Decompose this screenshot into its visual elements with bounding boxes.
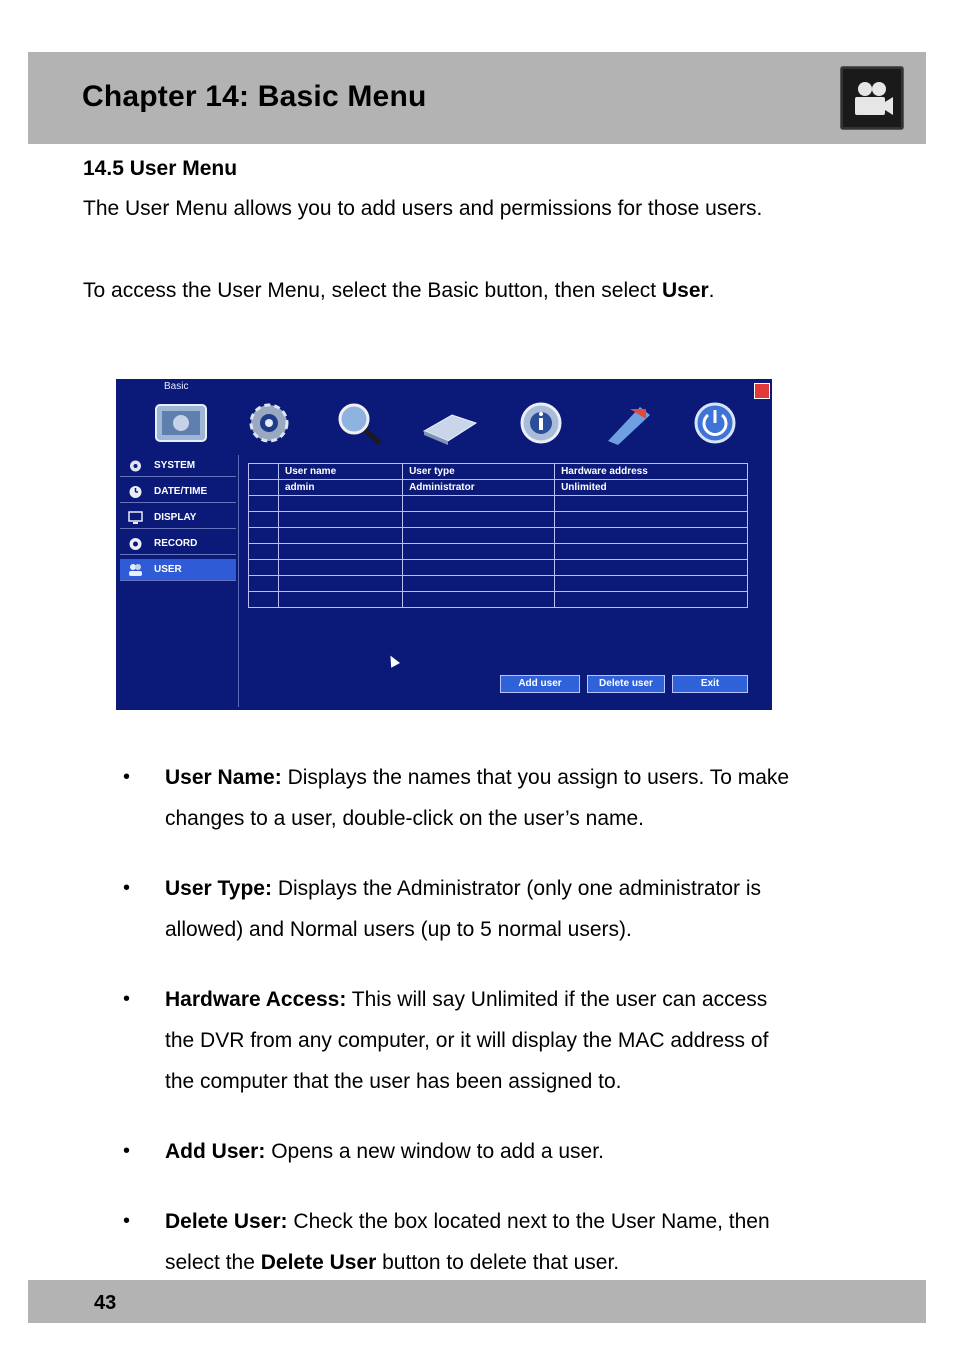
bullet-symbol: • xyxy=(123,1210,131,1232)
table-header-row xyxy=(249,464,748,480)
cell xyxy=(403,512,555,528)
bullet-hardware-access xyxy=(165,979,885,1102)
column-header-hardware-address: Hardware address xyxy=(555,464,748,480)
cell xyxy=(555,528,748,544)
bullet-line: This will say Unlimited if the user can access xyxy=(346,988,768,1011)
cell xyxy=(555,512,748,528)
intro-paragraph: The User Menu allows you to add users and permissions for those users. xyxy=(83,197,763,220)
exit-button[interactable]: Exit xyxy=(672,675,748,693)
access-end: . xyxy=(708,279,715,302)
user-menu-screenshot xyxy=(116,379,772,710)
cell xyxy=(555,560,748,576)
bullet-symbol: • xyxy=(123,1140,131,1162)
table-row[interactable] xyxy=(249,592,748,608)
row-checkbox[interactable] xyxy=(249,512,279,528)
delete-user-button[interactable]: Delete user xyxy=(587,675,665,693)
tools-icon[interactable] xyxy=(600,401,658,447)
access-bold: User xyxy=(661,279,709,302)
cell xyxy=(403,560,555,576)
bullet-inline-bold: Delete User xyxy=(260,1251,377,1274)
bullet-symbol: • xyxy=(123,766,131,788)
settings-sidebar xyxy=(120,455,239,707)
sidebar-item-display[interactable] xyxy=(120,507,236,529)
user-table xyxy=(248,463,748,608)
gear-icon[interactable] xyxy=(240,401,298,447)
cell xyxy=(403,544,555,560)
table-row[interactable] xyxy=(249,512,748,528)
bullet-symbol: • xyxy=(123,988,131,1010)
bullet-line: Check the box located next to the User Name, then xyxy=(287,1210,770,1233)
row-checkbox[interactable] xyxy=(249,544,279,560)
bullet-line: the computer that the user has been assigned to. xyxy=(165,1070,622,1093)
bullet-term: User Type: xyxy=(165,877,272,900)
camera-icon xyxy=(840,66,904,130)
gear-icon xyxy=(128,459,143,473)
chapter-title: Chapter 14: Basic Menu xyxy=(82,80,427,113)
bullet-line: Displays the Administrator (only one administrator is xyxy=(271,877,762,900)
cell xyxy=(555,592,748,608)
bullet-term: Delete User: xyxy=(165,1210,288,1233)
bullet-line: Opens a new window to add a user. xyxy=(265,1140,604,1163)
bullet-line: select the xyxy=(165,1251,261,1274)
bullet-term: Hardware Access: xyxy=(165,988,347,1011)
sidebar-item-label: DISPLAY xyxy=(154,512,197,523)
row-checkbox[interactable] xyxy=(249,560,279,576)
add-user-button[interactable]: Add user xyxy=(500,675,580,693)
cell-user-name[interactable]: admin xyxy=(279,480,403,496)
cell xyxy=(403,592,555,608)
cell xyxy=(403,576,555,592)
clock-icon xyxy=(128,485,143,499)
table-row[interactable] xyxy=(249,544,748,560)
bullet-term: User Name: xyxy=(165,766,282,789)
access-text: To access the User Menu, select the Basic button, then select xyxy=(83,279,662,302)
table-row[interactable] xyxy=(249,480,748,496)
page-number: 43 xyxy=(94,1292,117,1314)
bullet-line: changes to a user, double-click on the user’s name. xyxy=(165,807,645,830)
cell xyxy=(279,592,403,608)
column-header-user-name: User name xyxy=(279,464,403,480)
table-row[interactable] xyxy=(249,576,748,592)
sidebar-item-system[interactable] xyxy=(120,455,236,477)
row-checkbox[interactable] xyxy=(249,496,279,512)
sidebar-item-label: RECORD xyxy=(154,538,198,549)
chapter-header xyxy=(28,52,926,144)
mouse-cursor-icon xyxy=(386,653,400,667)
page-footer xyxy=(28,1280,926,1323)
close-icon[interactable] xyxy=(754,383,770,399)
cell xyxy=(403,528,555,544)
cell xyxy=(279,512,403,528)
user-icon xyxy=(128,563,143,577)
table-row[interactable] xyxy=(249,496,748,512)
cell xyxy=(279,496,403,512)
bullet-line: the DVR from any computer, or it will display the MAC address of xyxy=(165,1029,769,1052)
column-header-user-type: User type xyxy=(403,464,555,480)
table-row[interactable] xyxy=(249,528,748,544)
sidebar-item-record[interactable] xyxy=(120,533,236,555)
row-checkbox[interactable] xyxy=(249,592,279,608)
bullet-delete-user xyxy=(165,1201,885,1283)
cell xyxy=(555,544,748,560)
sidebar-item-label: USER xyxy=(154,564,182,575)
bullet-user-name xyxy=(165,757,885,839)
cell-user-type: Administrator xyxy=(403,480,555,496)
cell-hardware-address: Unlimited xyxy=(555,480,748,496)
sidebar-item-label: SYSTEM xyxy=(154,460,196,471)
row-checkbox[interactable] xyxy=(249,480,279,496)
hdd-icon[interactable] xyxy=(420,401,478,447)
bullet-user-type xyxy=(165,868,885,950)
sidebar-item-user[interactable] xyxy=(120,559,236,581)
cell xyxy=(279,544,403,560)
sidebar-item-date-time[interactable] xyxy=(120,481,236,503)
access-paragraph xyxy=(83,279,715,303)
monitor-icon[interactable] xyxy=(152,401,210,447)
row-checkbox[interactable] xyxy=(249,576,279,592)
cell xyxy=(279,560,403,576)
record-icon xyxy=(128,537,143,551)
cell xyxy=(403,496,555,512)
power-icon[interactable] xyxy=(686,401,744,447)
cell xyxy=(555,576,748,592)
row-checkbox[interactable] xyxy=(249,528,279,544)
bullet-term: Add User: xyxy=(165,1140,266,1163)
cell xyxy=(555,496,748,512)
window-title: Basic xyxy=(164,381,189,392)
bullet-line: button to delete that user. xyxy=(376,1251,620,1274)
cell xyxy=(279,528,403,544)
sidebar-item-label: DATE/TIME xyxy=(154,486,208,497)
cell xyxy=(279,576,403,592)
search-icon[interactable] xyxy=(330,401,388,447)
info-icon[interactable] xyxy=(512,401,570,447)
table-checkbox-header xyxy=(249,464,279,480)
bullet-symbol: • xyxy=(123,877,131,899)
bullet-line: allowed) and Normal users (up to 5 normal users). xyxy=(165,918,632,941)
display-icon xyxy=(128,511,143,525)
table-row[interactable] xyxy=(249,560,748,576)
bullet-add-user xyxy=(165,1131,885,1172)
section-title: 14.5 User Menu xyxy=(83,157,238,180)
bullet-line: Displays the names that you assign to users. To make xyxy=(281,766,790,789)
